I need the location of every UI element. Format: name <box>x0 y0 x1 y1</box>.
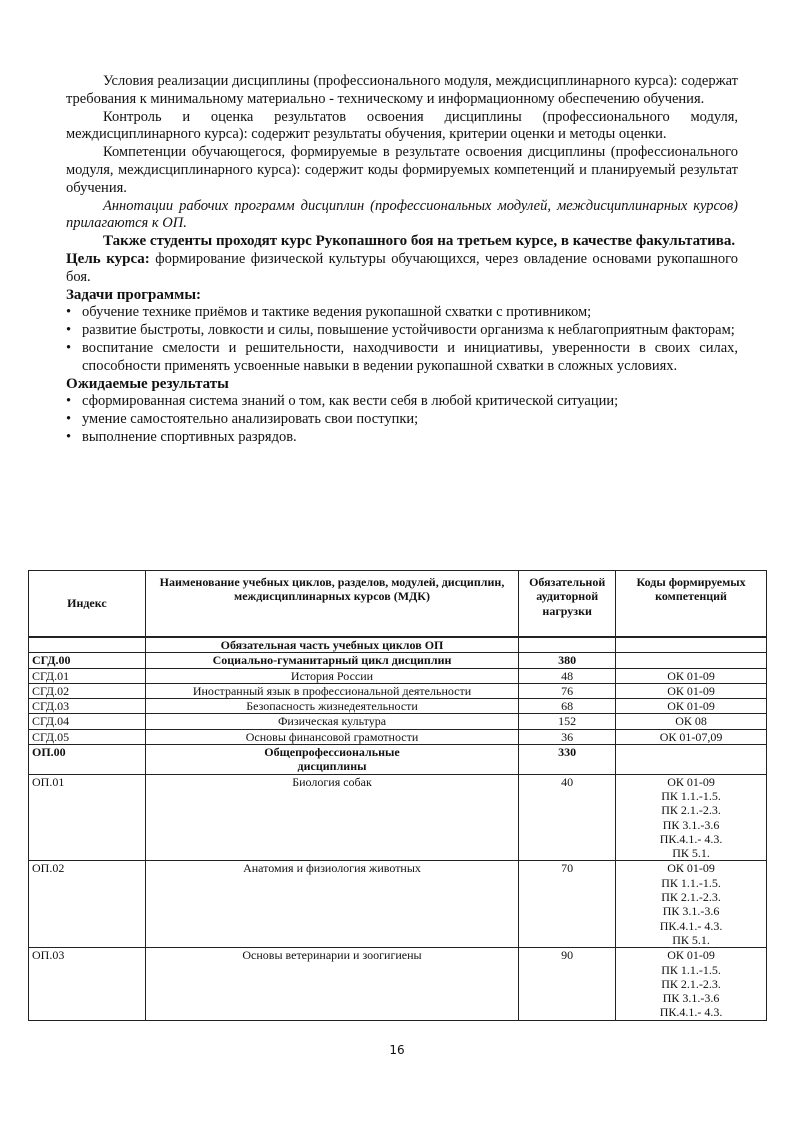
paragraph-control: Контроль и оценка результатов освоения дисциплины (профессионального модуля, междисциплинарного курса): содержит результаты обучения, критерии оценки и методы оценки. <box>66 108 738 143</box>
header-index: Индекс <box>29 571 146 637</box>
task-text: воспитание смелости и решительности, находчивости и инициативы, уверенности в своих силах, способности применять усвоенные навыки в ведении рукопашной схватки в сложных условиях. <box>82 339 738 374</box>
header-hours: Обязательной аудиторной нагрузки <box>519 571 616 637</box>
table-row <box>29 948 767 1020</box>
table-row <box>29 699 767 714</box>
cell-index: СГД.00 <box>29 653 146 668</box>
bullet-icon: • <box>66 411 72 428</box>
cell-codes: ОК 01-09 <box>616 699 767 714</box>
paragraph-elective: Также студенты проходят курс Рукопашного боя на третьем курсе, в качестве факультатива. <box>103 233 736 250</box>
cell-codes: ОК 01-07,09 <box>616 729 767 744</box>
table-row <box>29 861 767 948</box>
goal-label: Цель курса: <box>66 250 150 267</box>
cell-name: Общепрофессиональные дисциплины <box>145 745 518 775</box>
cell-name: Физическая культура <box>145 714 518 729</box>
task-item <box>66 322 738 340</box>
paragraph-goal <box>66 251 738 287</box>
table-row <box>29 774 767 861</box>
bullet-icon: • <box>66 339 72 356</box>
cell-codes: ОК 01-09 <box>616 668 767 683</box>
cell-hours: 48 <box>519 668 616 683</box>
cell-index: СГД.02 <box>29 683 146 698</box>
cell-hours: 330 <box>519 745 616 775</box>
cell-index: ОП.03 <box>29 948 146 1020</box>
table-row <box>29 714 767 729</box>
cell-name: Биология собак <box>145 774 518 861</box>
cell-hours: 380 <box>519 653 616 668</box>
curriculum-table <box>28 570 767 1021</box>
cell-index: СГД.05 <box>29 729 146 744</box>
cell-index: СГД.03 <box>29 699 146 714</box>
bullet-icon: • <box>66 322 72 339</box>
table-row <box>29 683 767 698</box>
table-body <box>29 637 767 1021</box>
cell-hours: 90 <box>519 948 616 1020</box>
cell-hours: 70 <box>519 861 616 948</box>
page-number: 16 <box>389 1043 405 1057</box>
bullet-icon: • <box>66 304 72 321</box>
cell-index: ОП.00 <box>29 745 146 775</box>
cell-index: ОП.01 <box>29 774 146 861</box>
cell-index: ОП.02 <box>29 861 146 948</box>
task-item <box>66 340 738 376</box>
tasks-heading: Задачи программы: <box>66 286 202 303</box>
result-text: выполнение спортивных разрядов. <box>82 428 297 445</box>
table-row <box>29 668 767 683</box>
cell-hours: 40 <box>519 774 616 861</box>
bullet-icon: • <box>66 428 72 445</box>
cell-codes <box>616 745 767 775</box>
cell-hours: 152 <box>519 714 616 729</box>
cell-index: СГД.01 <box>29 668 146 683</box>
task-text: обучение технике приёмов и тактике ведения рукопашной схватки с противником; <box>82 304 592 321</box>
cell-name: Иностранный язык в профессиональной деятельности <box>145 683 518 698</box>
result-text: сформированная система знаний о том, как вести себя в любой критической ситуации; <box>82 393 619 410</box>
result-text: умение самостоятельно анализировать свои поступки; <box>82 411 419 428</box>
paragraph-competences: Компетенции обучающегося, формируемые в результате освоения дисциплины (профессионального модуля, междисциплинарного курса): содержит коды формируемых компетенций и планируемый результат обучения. <box>66 144 738 196</box>
paragraph-annotations: Аннотации рабочих программ дисциплин (профессиональных модулей, междисциплинарных курсов) прилагаются к ОП. <box>66 197 738 232</box>
result-item <box>66 429 738 447</box>
body-text <box>66 73 738 447</box>
goal-text: формирование физической культуры обучающихся, через овладение основами рукопашного боя. <box>66 250 738 285</box>
table-row <box>29 729 767 744</box>
cell-hours: 68 <box>519 699 616 714</box>
result-item <box>66 393 738 411</box>
cell-hours: 76 <box>519 683 616 698</box>
cell-codes <box>616 653 767 668</box>
table-row <box>29 653 767 668</box>
cell-name: Основы финансовой грамотности <box>145 729 518 744</box>
cell-name: Основы ветеринарии и зоогигиены <box>145 948 518 1020</box>
cell-codes: ОК 01-09 <box>616 683 767 698</box>
paragraph-conditions: Условия реализации дисциплины (профессионального модуля, междисциплинарного курса): содержат требования к минимальному материально - техническому и информационному обеспечению обучения. <box>66 73 738 107</box>
cell-name: Анатомия и физиология животных <box>145 861 518 948</box>
bullet-icon: • <box>66 393 72 410</box>
header-codes: Коды формируемых компетенций <box>616 571 767 637</box>
cell-index: СГД.04 <box>29 714 146 729</box>
table-row <box>29 745 767 775</box>
cell-name: Социально-гуманитарный цикл дисциплин <box>145 653 518 668</box>
cell-codes: ОК 01-09 ПК 1.1.-1.5. ПК 2.1.-2.3. ПК 3.1.-3.6 ПК.4.1.- 4.3. <box>616 948 767 1020</box>
table-row-section <box>29 638 767 653</box>
cell-codes: ОК 01-09 ПК 1.1.-1.5. ПК 2.1.-2.3. ПК 3.1.-3.6 ПК.4.1.- 4.3. ПК 5.1. <box>616 774 767 861</box>
cell-codes: ОК 01-09 ПК 1.1.-1.5. ПК 2.1.-2.3. ПК 3.1.-3.6 ПК.4.1.- 4.3. ПК 5.1. <box>616 861 767 948</box>
section-title: Обязательная часть учебных циклов ОП <box>145 638 518 653</box>
results-heading: Ожидаемые результаты <box>66 375 229 392</box>
result-item <box>66 411 738 429</box>
table-header-row <box>29 571 767 637</box>
task-item <box>66 304 738 322</box>
header-name: Наименование учебных циклов, разделов, модулей, дисциплин, междисциплинарных курсов (МДК) <box>145 571 518 637</box>
task-text: развитие быстроты, ловкости и силы, повышение устойчивости организма к неблагоприятным факторам; <box>82 322 735 339</box>
cell-codes: ОК 08 <box>616 714 767 729</box>
cell-name: Безопасность жизнедеятельности <box>145 699 518 714</box>
cell-hours: 36 <box>519 729 616 744</box>
cell-name: История России <box>145 668 518 683</box>
